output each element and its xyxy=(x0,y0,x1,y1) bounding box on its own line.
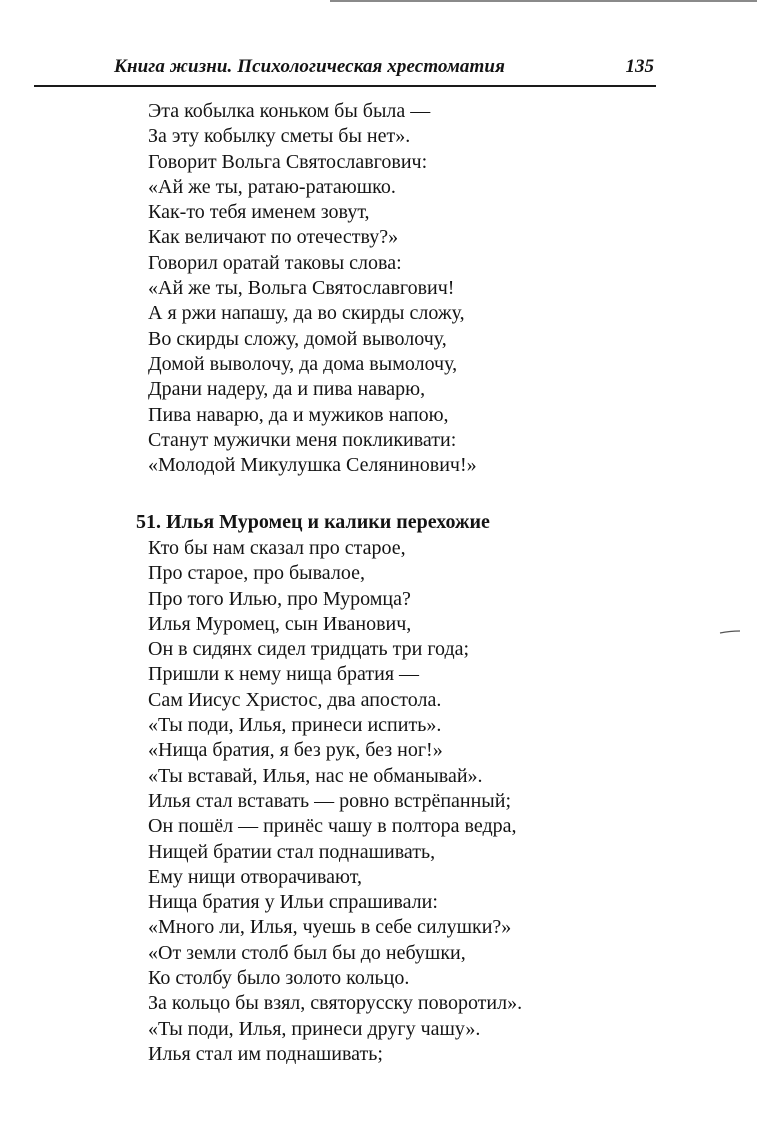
verse-line: Про старое, про бывалое, xyxy=(148,562,365,585)
verse-line: «Ты поди, Илья, принеси другу чашу». xyxy=(148,1017,481,1040)
verse-line: Он в сидянх сидел тридцать три года; xyxy=(148,638,470,661)
verse-line: «Ты поди, Илья, принеси испить». xyxy=(148,714,442,737)
verse-line: Сам Иисус Христос, два апостола. xyxy=(148,688,442,711)
verse-line: Говорит Вольга Святославгович: xyxy=(148,150,428,173)
verse-line: Кто бы нам сказал про старое, xyxy=(148,537,406,559)
verse-line: А я ржи напашу, да во скирды сложу, xyxy=(148,302,465,325)
verse-line: За эту кобылку сметы бы нет». xyxy=(148,125,411,148)
poem-part-1 xyxy=(148,99,477,478)
verse-line: Пива наварю, да и мужиков напою, xyxy=(148,403,449,426)
verse-line: «Ты вставай, Илья, нас не обманывай». xyxy=(148,764,483,787)
running-header-title: Книга жизни. Психологическая хрестоматия xyxy=(114,56,505,77)
verse-line: Во скирды сложу, домой выволочу, xyxy=(148,327,447,350)
verse-line: Как величают по отечеству?» xyxy=(148,226,399,249)
verse-line: Домой выволочу, да дома вымолочу, xyxy=(148,352,458,375)
scan-edge-line xyxy=(330,0,757,2)
verse-line: Илья стал им поднашивать; xyxy=(148,1042,383,1065)
verse-line: Нища братия у Ильи спрашивали: xyxy=(148,891,438,914)
verse-line: Драни надеру, да и пива наварю, xyxy=(148,378,426,401)
verse-line: «Много ли, Илья, чуешь в себе силушки?» xyxy=(148,916,512,939)
header-rule xyxy=(34,85,656,87)
verse-line: Пришли к нему нища братия — xyxy=(148,663,420,686)
verse-line: Станут мужички меня покликивати: xyxy=(148,428,457,451)
verse-line: Нищей братии стал поднашивать, xyxy=(148,840,436,863)
verse-line: Он пошёл — принёс чашу в полтора ведра, xyxy=(148,815,517,838)
verse-line: Ему нищи отворачивают, xyxy=(148,865,362,888)
verse-line: Эта кобылка коньком бы была — xyxy=(148,100,431,122)
verse-line: Ко столбу было золото кольцо. xyxy=(148,967,410,990)
verse-line: «Ай же ты, Вольга Святославгович! xyxy=(148,277,455,300)
verse-line: Илья стал вставать — ровно встрёпанный; xyxy=(148,789,511,812)
verse-line: Говорил оратай таковы слова: xyxy=(148,251,402,274)
poem-part-2 xyxy=(148,536,522,1067)
verse-line: За кольцо бы взял, святорусску поворотил». xyxy=(148,992,523,1015)
verse-line: «От земли столб был бы до небушки, xyxy=(148,941,466,964)
verse-line: «Молодой Микулушка Селянинович!» xyxy=(148,454,477,477)
verse-line: Про того Илью, про Муромца? xyxy=(148,587,411,610)
running-header xyxy=(34,56,656,84)
margin-pen-mark xyxy=(719,630,741,634)
page-number: 135 xyxy=(625,56,654,77)
section-title: 51. Илья Муромец и калики перехожие xyxy=(136,511,490,533)
verse-line: «Нища братия, я без рук, без ног!» xyxy=(148,739,443,762)
verse-line: Как-то тебя именем зовут, xyxy=(148,201,370,224)
verse-line: «Ай же ты, ратаю-ратаюшко. xyxy=(148,175,396,198)
verse-line: Илья Муромец, сын Иванович, xyxy=(148,612,412,635)
